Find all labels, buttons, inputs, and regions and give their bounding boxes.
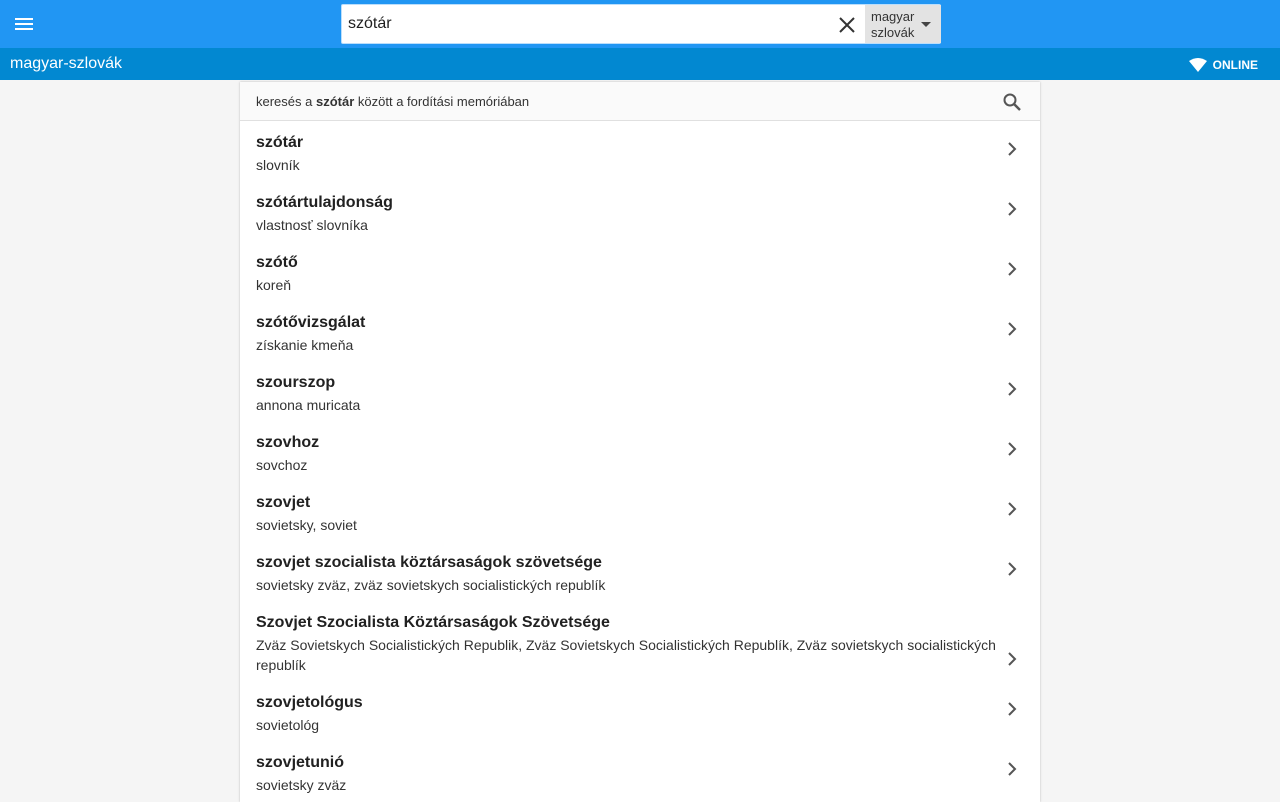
entry-term: szótártulajdonság bbox=[256, 194, 393, 211]
list-item[interactable] bbox=[240, 601, 1040, 681]
caret-down-icon bbox=[920, 18, 932, 30]
chevron-right-icon bbox=[1006, 202, 1018, 216]
chevron-right-icon bbox=[1006, 142, 1018, 156]
entry-list bbox=[240, 121, 1040, 801]
list-item[interactable] bbox=[240, 241, 1040, 301]
chevron-right-icon bbox=[1006, 702, 1018, 716]
translation-memory-label bbox=[256, 94, 529, 109]
menu-icon bbox=[12, 12, 36, 36]
dictionary-bar bbox=[0, 48, 1280, 80]
list-item[interactable] bbox=[240, 541, 1040, 601]
list-item[interactable] bbox=[240, 181, 1040, 241]
search-box bbox=[341, 4, 941, 44]
search-input[interactable] bbox=[348, 9, 828, 39]
entry-term: szovhoz bbox=[256, 434, 320, 451]
search-icon bbox=[1002, 92, 1022, 112]
chevron-right-icon bbox=[1006, 322, 1018, 336]
translation-memory-search[interactable] bbox=[240, 82, 1040, 121]
app-toolbar bbox=[0, 0, 1280, 48]
entry-translation: Zväz Sovietskych Socialistických Republik, Zväz Sovietskych Socialistických Republík, Zväz sovietskych socialistických republík bbox=[256, 637, 996, 673]
close-icon bbox=[836, 14, 858, 36]
list-item[interactable] bbox=[240, 121, 1040, 181]
tm-suffix: között a fordítási memóriában bbox=[354, 94, 530, 109]
entry-translation: koreň bbox=[256, 277, 292, 293]
entry-term: szourszop bbox=[256, 374, 336, 391]
entry-term: szovjetunió bbox=[256, 754, 345, 771]
results-panel bbox=[240, 82, 1040, 802]
menu-button[interactable] bbox=[12, 12, 36, 36]
entry-translation: sovietsky, soviet bbox=[256, 517, 357, 533]
wifi-icon bbox=[1189, 58, 1207, 72]
entry-term: szovjetológus bbox=[256, 694, 363, 711]
list-item[interactable] bbox=[240, 481, 1040, 541]
list-item[interactable] bbox=[240, 361, 1040, 421]
language-target: szlovák bbox=[871, 25, 915, 40]
entry-term: szovjet bbox=[256, 494, 311, 511]
entry-translation: annona muricata bbox=[256, 397, 361, 413]
tm-term: szótár bbox=[315, 94, 355, 109]
chevron-right-icon bbox=[1006, 562, 1018, 576]
language-source: magyar bbox=[871, 9, 915, 24]
entry-translation: slovník bbox=[256, 157, 300, 173]
list-item[interactable] bbox=[240, 421, 1040, 481]
entry-translation: sovietológ bbox=[256, 717, 320, 733]
language-selector[interactable] bbox=[865, 5, 941, 43]
language-label bbox=[871, 9, 914, 41]
chevron-right-icon bbox=[1006, 502, 1018, 516]
tm-prefix: keresés a bbox=[256, 94, 316, 109]
clear-search-button[interactable] bbox=[836, 14, 858, 36]
online-status bbox=[1189, 56, 1258, 74]
chevron-right-icon bbox=[1006, 442, 1018, 456]
dictionary-title: magyar-szlovák bbox=[10, 55, 123, 72]
online-status-label: ONLINE bbox=[1212, 58, 1258, 72]
entry-term: szótő bbox=[256, 254, 298, 271]
entry-term: Szovjet Szocialista Köztársaságok Szövetsége bbox=[256, 614, 610, 631]
list-item[interactable] bbox=[240, 741, 1040, 801]
list-item[interactable] bbox=[240, 301, 1040, 361]
entry-translation: vlastnosť slovníka bbox=[256, 217, 368, 233]
entry-translation: získanie kmeňa bbox=[256, 337, 354, 353]
entry-term: szótővizsgálat bbox=[256, 314, 366, 331]
entry-translation: sovietsky zväz, zväz sovietskych socialistických republík bbox=[256, 577, 606, 593]
chevron-right-icon bbox=[1006, 262, 1018, 276]
chevron-right-icon bbox=[1006, 762, 1018, 776]
chevron-right-icon bbox=[1006, 652, 1018, 666]
entry-term: szótár bbox=[256, 134, 304, 151]
chevron-right-icon bbox=[1006, 382, 1018, 396]
entry-translation: sovchoz bbox=[256, 457, 308, 473]
list-item[interactable] bbox=[240, 681, 1040, 741]
entry-translation: sovietsky zväz bbox=[256, 777, 347, 793]
entry-term: szovjet szocialista köztársaságok szövetsége bbox=[256, 554, 602, 571]
